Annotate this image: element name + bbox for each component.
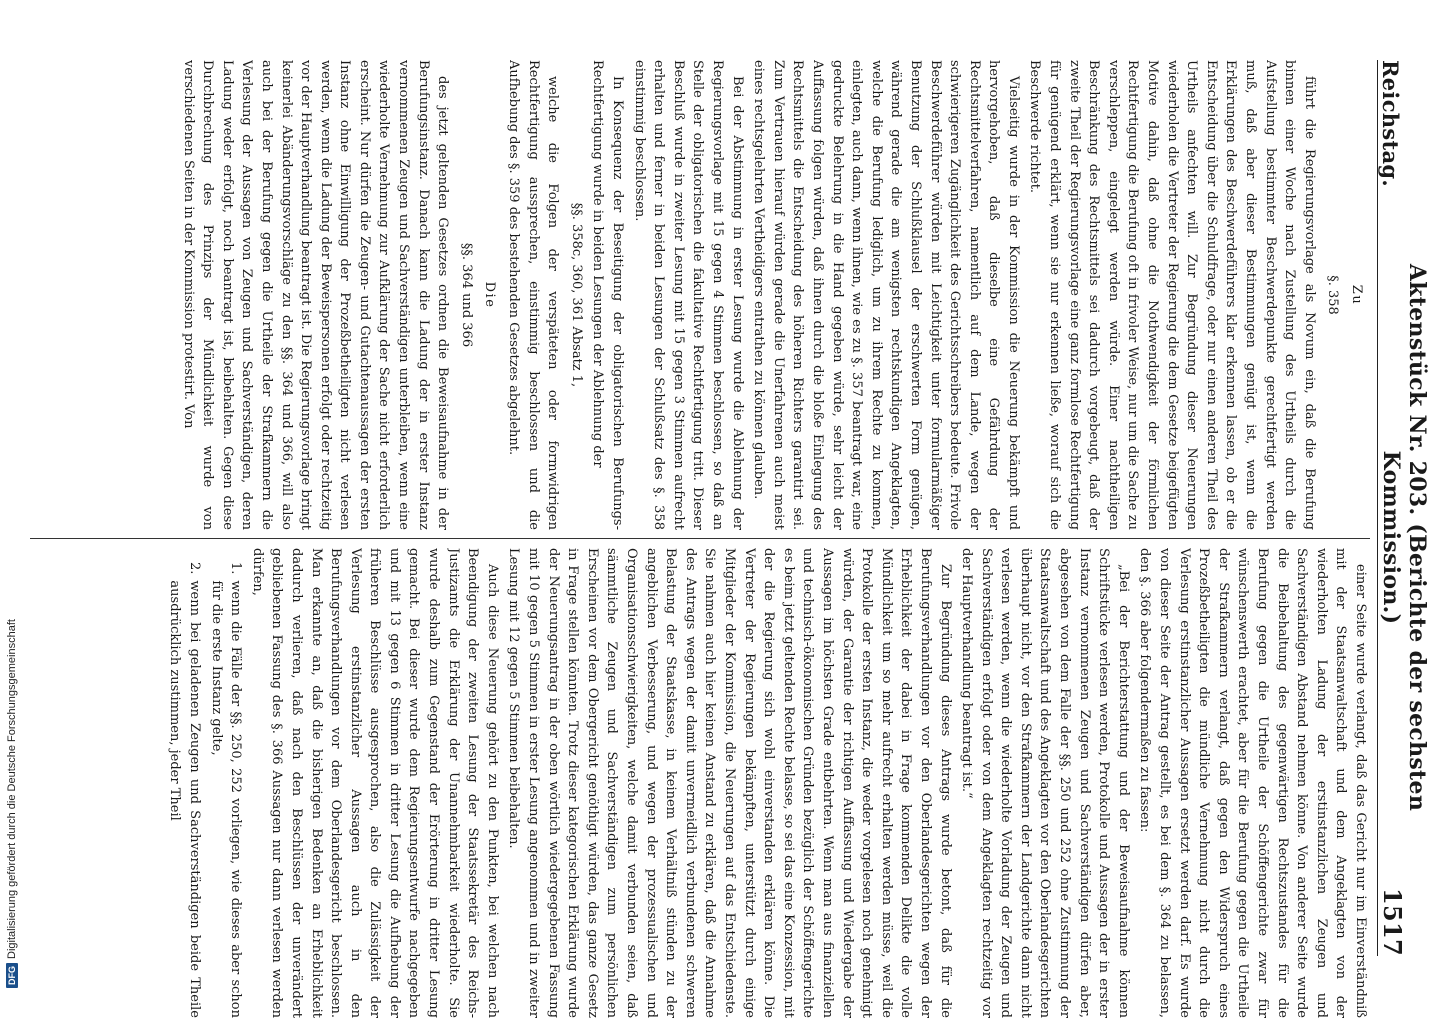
list-number: 2.: [186, 562, 202, 575]
footer-credit: [6, 0, 24, 988]
list-text: wenn bei geladenen Zeugen und Sachverständigen beide Theile ausdrücklich zustimmen, jeder Theil: [167, 580, 202, 1018]
list-item: [165, 562, 204, 1018]
header-title: Aktenstück Nr. 203. (Berichte der sechsten Kommission.): [1378, 263, 1430, 812]
dfg-logo: DFG: [6, 963, 18, 988]
label-die: Die: [482, 281, 498, 309]
paragraph: einer Seite wurde verlangt, daß das Gericht nur im Einverständniß mit der Staatsanwaltschaft und dem Angeklagten von der wiederholten Ladung der erstinstanzlichen Zeugen und Sachverständigen Abstand nehmen könne. Von anderer Seite wurde die Beibehaltung des gegenwärtigen Rechtszustandes für die Berufung gegen die Urtheile der Schöffengerichte zwar für wünschenswerth erachtet, aber für die Berufung gegen die Urtheile der Strafkammern verlangt, daß gegen den Widerspruch eines Prozeßbetheiligten die mündliche Vernehmung nicht durch die Verlesung erstinstanzlicher Aussagen ersetzt werden darf. Es wurde von dieser Seite der Antrag gestellt, es bei dem §. 364 zu belassen, den §. 366 aber folgendermaßen zu fassen:: [1137, 548, 1368, 1018]
list-text: wenn die Fälle der §§. 250, 252 vorliegen, wie dieses aber schon für die erste Instanz gelte,: [208, 580, 244, 1018]
paragraph: Bei der Abstimmung in erster Lesung wurde die Ablehnung der Regierungsvorlage mit 15 gegen 4 Stimmen beschlossen, so daß an Stelle der obligatorischen die fakultative Rechtfertigung tritt. Dieser Beschluß wurde in zweiter Lesung mit 15 gegen 3 Stimmen aufrecht erhalten und ferner in beiden Lesungen der Schlußsatz des §. 358 einstimmig beschlossen.: [631, 60, 745, 530]
section-heading-358c: §§. 358c, 360, 361 Absatz 1,: [568, 202, 584, 388]
list-item: [206, 562, 245, 1018]
paragraph: In Konsequenz der Beseitigung der obligatorischen Berufungs-Rechtfertigung wurde in beiden Lesungen der Ablehnung der: [590, 60, 626, 530]
header-left: Reichstag.: [1378, 60, 1403, 187]
quoted-proposal: „Bei der Berichterstattung und der Beweisaufnahme können Schriftstücke verlesen werden, Protokolle und Aussagen der in erster Instanz vernommenen Zeugen und Sachverständigen dürfen aber, abgesehen von dem Falle der §§. 250 und 252 ohne Zustimmung der Staatsanwaltschaft und des Angeklagten vor den Oberlandesgerichten überhaupt nicht, vor den Strafkammern der Landgerichte dann nicht verlesen werden, wenn die wiederholte Vorladung der Zeugen und Sachverständigen erfolgt oder von dem Angeklagten rechtzeitig vor der Hauptverhandlung beantragt ist.“: [959, 548, 1131, 1018]
label-zu: Zu: [1349, 284, 1364, 306]
list-number: 1.: [228, 562, 244, 575]
column-divider: [30, 538, 1370, 539]
paragraph: Auch diese Neuerung gehört zu den Punkten, bei welchen nach Beendigung der zweiten Lesung der Staatssekretär des Reichs-Justizamts die Erklärung der Unannehmbarkeit wiederholte. Sie wurde deshalb zum Gegenstand der Erörterung in dritter Lesung gemacht. Bei dieser wurde dem Regierungsentwurfe nachgegeben und mit 13 gegen 6 Stimmen in dritter Lesung die Aufhebung der früheren Beschlüsse ausgesprochen, also die Zulässigkeit der Verlesung erstinstanzlicher Aussagen auch in den Berufungsverhandlungen vor dem Oberlandesgericht beschlossen. Man erkannte an, daß die bisherigen Bedenken an Erheblichkeit dadurch verlieren, daß nach den Beschlüssen der unverändert gebliebenen Fassung des §. 366 Aussagen nur dann verlesen werden dürfen,: [249, 548, 500, 1018]
right-column: [30, 548, 1370, 1018]
left-column: [30, 60, 1370, 530]
paragraph: des jetzt geltenden Gesetzes ordnen die Beweisaufnahme in der Berufungsinstanz. Danach kann die Ladung der in erster Instanz vernommenen Zeugen und Sachverständigen unterbleiben, wenn eine wiederholte Vernehmung zur Aufklärung der Sache nicht erforderlich erscheint. Nur dürfen die Zeugen- und Gutachtenaussagen der ersten Instanz ohne Einwilligung der Prozeßbetheiligten nicht verlesen werden, wenn die Ladung der Beweispersonen erfolgt oder rechtzeitig vor der Hauptverhandlung beantragt ist. Die Regierungsvorlage bringt keinerlei Abänderungsvorschläge zu den §§. 364 und 366, will also auch bei der Berufung gegen die Urtheile der Strafkammern die Verlesung der Aussagen von Zeugen und Sachverständigen, deren Ladung weder erfolgt, noch beantragt ist, beibehalten. Gegen diese Durchbrechung des Prinzips der Mündlichkeit wurde von verschiedenen Seiten in der Kommission protestirt. Von: [180, 60, 451, 530]
footer-strip: [0, 0, 40, 1000]
footer-credit-text: Digitalisierung gefördert durch die Deutsche Forschungsgemeinschaft: [6, 619, 18, 959]
section-heading-358: §. 358: [1325, 275, 1341, 315]
running-header: [1377, 60, 1430, 956]
paragraph: Zur Begründung dieses Antrags wurde betont, daß für die Berufungsverhandlungen vor den Oberlandesgerichten wegen der Erheblichkeit der dabei in Frage kommenden Delikte die volle Mündlichkeit um so mehr aufrecht erhalten werden müsse, weil die Protokolle der ersten Instanz, die weder vorgelesen noch genehmigt würden, der Garantie der richtigen Auffassung und Wiedergabe der Aussagen im höchsten Grade entbehrten. Wenn man aus finanziellen und technisch-ökonomischen Gründen bezüglich der Schöffengerichte es beim jetzt geltenden Rechte belasse, so sei das eine Konzession, mit der die Regierung sich wohl einverstanden erklären könne. Die Vertreter der Regierungen bekämpften, unterstützt durch einige Mitglieder der Kommission, die Neuerungen auf das Entschiedenste. Sie nahmen auch hier keinen Anstand zu erklären, daß die Annahme des Antrags wegen der damit unvermeidlich verbundenen schweren Belastung der Staatskasse, in keinem Verhältniß stünden zu der angeblichen Verbesserung, und wegen der prozessualischen und Organisationsschwierigkeiten, welche damit verbunden seien, daß sämmtliche Zeugen und Sachverständigen zum persönlichen Erscheinen vor dem Obergericht genöthigt würden, das ganze Gesetz in Frage stellen könnten. Trotz dieser kategorischen Erklärung wurde der Neuerungsantrag in der oben wörtlich wiedergegebenen Fassung mit 10 gegen 5 Stimmen in erster Lesung angenommen und in zweiter Lesung mit 12 gegen 5 Stimmen beibehalten.: [506, 548, 953, 1018]
paragraph: welche die Folgen der verspäteten oder formwidrigen Rechtfertigung aussprechen, einstimmig beschlossen und die Aufhebung des §. 359 des bestehenden Gesetzes abgelehnt.: [506, 60, 561, 530]
section-heading-364: §§. 364 und 366: [458, 242, 474, 348]
paragraph: Vielseitig wurde in der Kommission die Neuerung bekämpft und hervorgehoben, daß dieselbe eine Gefährdung der Rechtsmittelverfahren, namentlich auf dem Lande, wegen der schwierigeren Zugänglichkeit des Gerichtsschreibers bedeute. Frivole Beschwerdeführer würden mit Leichtigkeit unter formularmäßiger Benutzung der Schlußklausel der erschwerten Form genügen, während gerade die am wenigsten rechtskundigen Angeklagten, welche die Berufung lediglich, um zu ihrem Rechte zu kommen, einlegten, auch dann, wenn ihnen, wie es zu §. 357 beantragt war, eine gedruckte Belehrung in die Hand gegeben würde, sehr leicht der Auffassung folgen würden, daß ihnen durch die bloße Einlegung des Rechtsmittels die Entscheidung des höheren Richters garantirt sei. Zum Vertrauen hierauf würden gerade die Unerfahrenen auch meist eines rechtsgelehrten Vertheidigers entrathen zu können glauben.: [751, 60, 1021, 530]
paragraph: führt die Regierungsvorlage als Novum ein, daß die Berufung binnen einer Woche nach Zustellung des Urtheils durch die Aufstellung bestimmter Beschwerdepunkte gerechtfertigt werden muß, daß aber dieser Bestimmungen genügt ist, wenn die Erklärungen des Beschwerdeführers klar erkennen lassen, ob er die Entscheidung über die Schuldfrage, oder nur einen anderen Theil des Urtheils anfechten will. Zur Begründung dieser Neuerungen wiederholen die Vertreter der Regierung die dem Gesetze beigefügten Motive dahin, daß ohne die Nothwendigkeit der förmlichen Rechtfertigung die Berufung oft in frivoler Weise, nur um die Sache zu verschleppen, eingelegt werden würde. Einer nachtheiligen Beschränkung des Rechtsmittels sei dadurch vorgebeugt, daß der zweite Theil der Regierungsvorlage eine ganz formlose Rechtfertigung für genügend erklärt, wenn sie nur erkennen ließe, worauf sich die Beschwerde richtet.: [1027, 60, 1317, 530]
page-number: 1517: [1378, 888, 1407, 956]
